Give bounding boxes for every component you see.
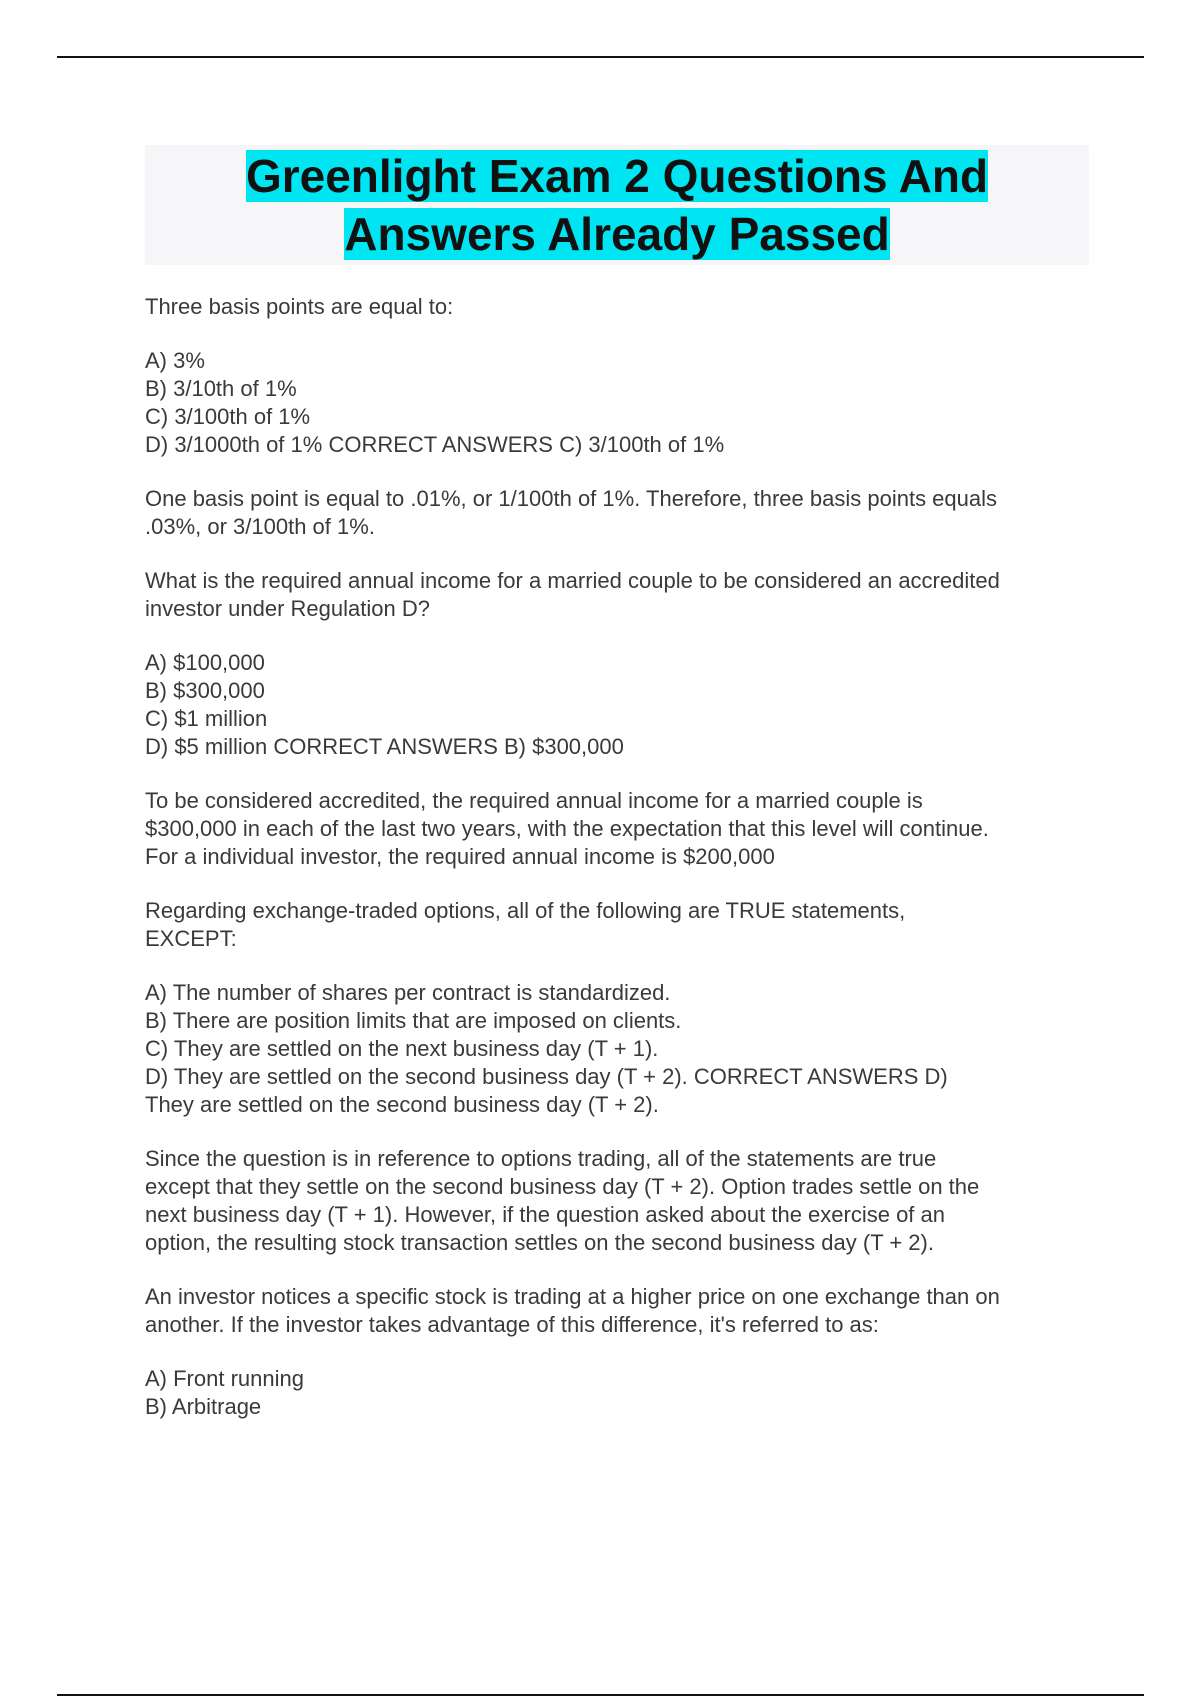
text-line: An investor notices a specific stock is trading at a higher price on one exchange than on [145,1284,1000,1309]
text-line: For a individual investor, the required annual income is $200,000 [145,844,775,869]
text-block [145,979,1089,1119]
text-block [145,567,1089,623]
text-line: investor under Regulation D? [145,596,430,621]
text-line: A) $100,000 [145,650,265,675]
text-line: Three basis points are equal to: [145,294,454,319]
text-line: next business day (T + 1). However, if the question asked about the exercise of an [145,1202,946,1227]
text-line: .03%, or 3/100th of 1%. [145,514,375,539]
bottom-rule [57,1694,1144,1696]
text-line: C) 3/100th of 1% [145,404,311,429]
text-line: D) They are settled on the second business day (T + 2). CORRECT ANSWERS D) [145,1064,948,1089]
text-line: One basis point is equal to .01%, or 1/100th of 1%. Therefore, three basis points equals [145,486,998,511]
text-line: C) $1 million [145,706,268,731]
text-line: D) $5 million CORRECT ANSWERS B) $300,000 [145,734,624,759]
text-line: except that they settle on the second business day (T + 2). Option trades settle on the [145,1174,980,1199]
text-line: B) Arbitrage [145,1394,262,1419]
text-line: C) They are settled on the next business day (T + 1). [145,1036,659,1061]
text-line: option, the resulting stock transaction settles on the second business day (T + 2). [145,1230,934,1255]
text-line: A) Front running [145,1366,304,1391]
text-block [145,1145,1089,1257]
text-line: EXCEPT: [145,926,237,951]
text-line: Regarding exchange-traded options, all of the following are TRUE statements, [145,898,906,923]
text-block [145,1365,1089,1421]
text-line: A) The number of shares per contract is standardized. [145,980,671,1005]
text-line: They are settled on the second business day (T + 2). [145,1092,659,1117]
top-rule [57,56,1144,58]
text-line: To be considered accredited, the required annual income for a married couple is [145,788,923,813]
text-block [145,787,1089,871]
content-blocks [145,293,1089,1421]
text-block [145,347,1089,459]
document-title: Greenlight Exam 2 Questions And Answers Already Passed [245,150,989,260]
text-block [145,897,1089,953]
title-band [145,145,1089,265]
text-line: What is the required annual income for a married couple to be considered an accredited [145,568,1000,593]
text-line: B) There are position limits that are imposed on clients. [145,1008,682,1033]
text-line: D) 3/1000th of 1% CORRECT ANSWERS C) 3/100th of 1% [145,432,725,457]
text-line: A) 3% [145,348,205,373]
text-line: another. If the investor takes advantage of this difference, it's referred to as: [145,1312,879,1337]
document-body [145,145,1089,1447]
text-line: B) 3/10th of 1% [145,376,297,401]
text-line: $300,000 in each of the last two years, with the expectation that this level will continue. [145,816,989,841]
text-block [145,1283,1089,1339]
text-line: Since the question is in reference to options trading, all of the statements are true [145,1146,937,1171]
text-line: B) $300,000 [145,678,265,703]
text-block [145,649,1089,761]
text-block [145,293,1089,321]
text-block [145,485,1089,541]
